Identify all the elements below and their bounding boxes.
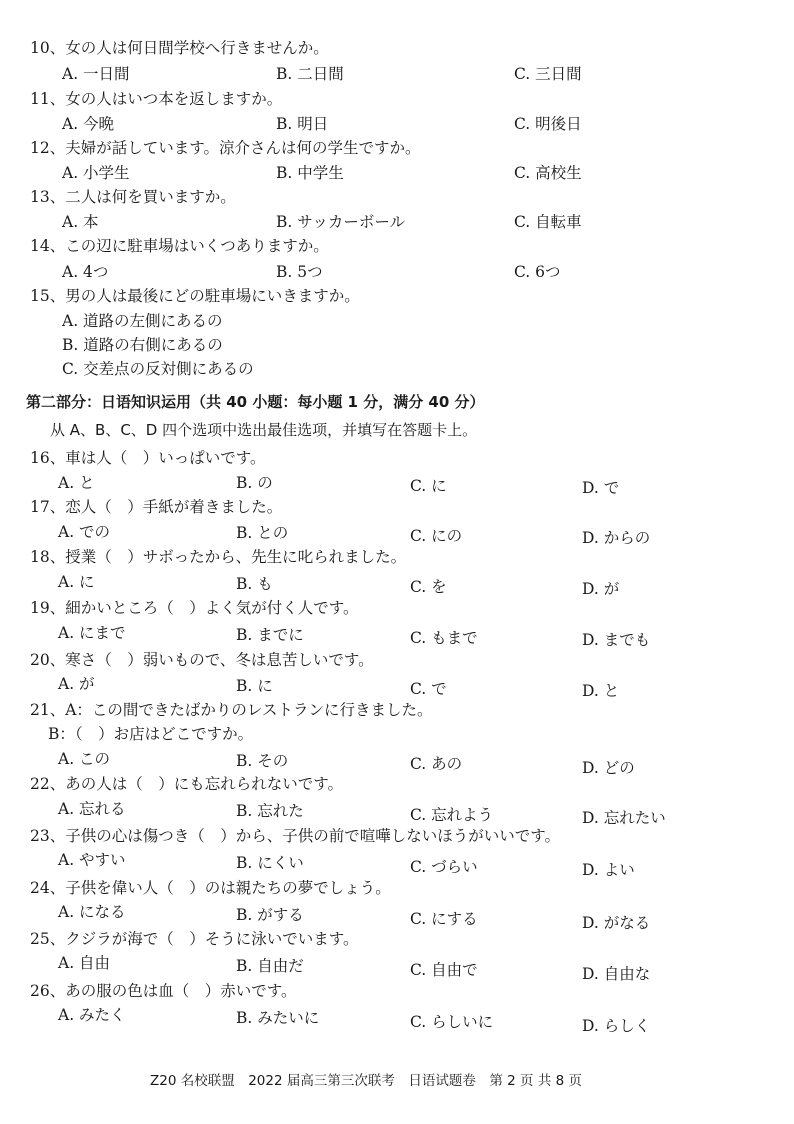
option-12-b: B. 中学生 (276, 164, 344, 182)
option-10-b: B. 二日間 (276, 65, 344, 83)
option-10-a: A. 一日間 (62, 65, 130, 83)
option-24-b: B. がする (236, 906, 304, 924)
section-2-heading: 第二部分：日语知识运用（共 40 小题：每小题 1 分，满分 40 分） (26, 393, 485, 411)
option-25-c: C. 自由で (410, 961, 478, 979)
option-17-b: B. との (236, 524, 289, 542)
option-24-a: A. になる (58, 903, 126, 921)
question-18: 18、授業（ ）サボったから、先生に叱られました。 (30, 548, 407, 566)
option-19-b: B. までに (236, 626, 304, 644)
question-10: 10、女の人は何日間学校へ行きませんか。 (30, 39, 329, 57)
question-25: 25、クジラが海で（ ）そうに泳いでいます。 (30, 930, 359, 948)
question-23: 23、子供の心は傷つき（ ）から、子供の前で喧嘩しないほうがいいです。 (30, 827, 560, 845)
option-23-c: C. づらい (410, 858, 478, 876)
question-21: 21、A：この間できたばかりのレストランに行きました。 (30, 701, 433, 719)
option-16-d: D. で (582, 479, 620, 497)
option-18-c: C. を (410, 578, 447, 596)
question-22: 22、あの人は（ ）にも忘れられないです。 (30, 775, 343, 793)
option-26-c: C. らしいに (410, 1013, 494, 1031)
option-13-a: A. 本 (62, 213, 99, 231)
question-19: 19、細かいところ（ ）よく気が付く人です。 (30, 599, 359, 617)
option-16-c: C. に (410, 477, 447, 495)
option-14-a: A. 4つ (62, 263, 109, 281)
option-11-a: A. 今晩 (62, 115, 115, 133)
option-24-d: D. がなる (582, 914, 651, 932)
option-20-d: D. と (582, 682, 620, 700)
question-12: 12、夫婦が話しています。涼介さんは何の学生ですか。 (30, 139, 421, 157)
option-26-d: D. らしく (582, 1017, 651, 1035)
question-15: 15、男の人は最後にどの駐車場にいきますか。 (30, 287, 360, 305)
option-10-c: C. 三日間 (514, 65, 582, 83)
option-23-a: A. やすい (58, 851, 126, 869)
option-22-d: D. 忘れたい (582, 809, 666, 827)
option-22-b: B. 忘れた (236, 802, 304, 820)
option-23-d: D. よい (582, 861, 635, 879)
option-17-d: D. からの (582, 529, 651, 547)
option-19-c: C. もまで (410, 629, 478, 647)
option-22-c: C. 忘れよう (410, 806, 494, 824)
option-25-d: D. 自由な (582, 965, 651, 983)
section-2-instruction: 从 A、B、C、D 四个选项中选出最佳选项，并填写在答题卡上。 (50, 421, 478, 439)
option-25-b: B. 自由だ (236, 957, 304, 975)
option-17-c: C. にの (410, 527, 463, 545)
option-26-b: B. みたいに (236, 1009, 320, 1027)
option-22-a: A. 忘れる (58, 800, 126, 818)
option-25-a: A. 自由 (58, 954, 111, 972)
option-14-c: C. 6つ (514, 263, 561, 281)
option-20-c: C. で (410, 680, 447, 698)
option-18-b: B. も (236, 575, 273, 593)
question-16: 16、車は人（ ）いっぱいです。 (30, 449, 266, 467)
question-21-line-b: B：（ ）お店はどこですか。 (48, 725, 254, 743)
page-footer: Z20 名校联盟 2022 届高三第三次联考 日语试题卷 第 2 页 共 8 页 (150, 1073, 582, 1089)
option-14-b: B. 5つ (276, 263, 323, 281)
question-13: 13、二人は何を買いますか。 (30, 188, 236, 206)
option-19-a: A. にまで (58, 624, 126, 642)
question-26: 26、あの服の色は血（ ）赤いです。 (30, 982, 297, 1000)
option-19-d: D. までも (582, 631, 651, 649)
question-24: 24、子供を偉い人（ ）のは親たちの夢でしょう。 (30, 879, 391, 897)
option-23-b: B. にくい (236, 854, 304, 872)
option-13-c: C. 自転車 (514, 213, 582, 231)
option-21-a: A. この (58, 750, 111, 768)
option-20-b: B. に (236, 677, 273, 695)
option-21-d: D. どの (582, 759, 635, 777)
option-13-b: B. サッカーボール (276, 213, 406, 231)
option-24-c: C. にする (410, 910, 478, 928)
option-11-c: C. 明後日 (514, 115, 582, 133)
option-16-b: B. の (236, 474, 273, 492)
question-14: 14、この辺に駐車場はいくつありますか。 (30, 237, 329, 255)
option-11-b: B. 明日 (276, 115, 329, 133)
option-21-c: C. あの (410, 755, 463, 773)
option-16-a: A. と (58, 474, 95, 492)
option-18-a: A. に (58, 573, 95, 591)
option-15-b: B. 道路の右側にあるの (62, 336, 223, 354)
option-15-a: A. 道路の左側にあるの (62, 312, 223, 330)
option-15-c: C. 交差点の反対側にあるの (62, 360, 254, 378)
question-11: 11、女の人はいつ本を返しますか。 (30, 90, 283, 108)
option-18-d: D. が (582, 580, 620, 598)
question-17: 17、恋人（ ）手紙が着きました。 (30, 498, 283, 516)
option-21-b: B. その (236, 752, 289, 770)
question-20: 20、寒さ（ ）弱いもので、冬は息苦しいです。 (30, 651, 374, 669)
option-17-a: A. での (58, 523, 111, 541)
option-26-a: A. みたく (58, 1006, 126, 1024)
option-12-a: A. 小学生 (62, 164, 130, 182)
option-12-c: C. 高校生 (514, 164, 582, 182)
option-20-a: A. が (58, 675, 95, 693)
